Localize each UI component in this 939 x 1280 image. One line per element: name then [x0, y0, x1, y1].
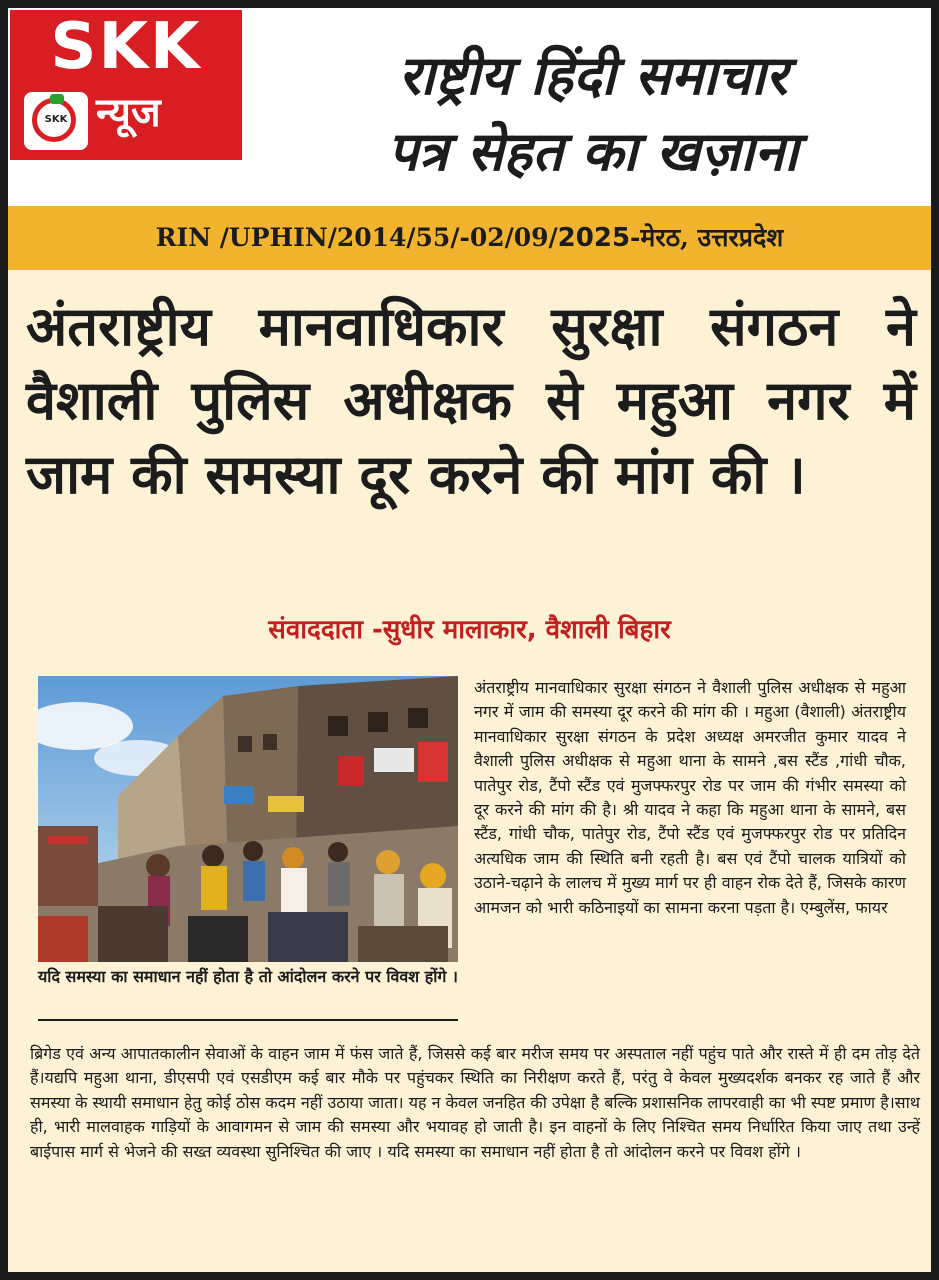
article-headline: अंतराष्ट्रीय मानवाधिकार सुरक्षा संगठन ने वैशाली पुलिस अधीक्षक से महुआ नगर में जाम की समस्या दूर करने की मांग की ।: [26, 295, 916, 506]
skk-news-logo: [10, 10, 242, 160]
registration-number: RIN /UPHIN/2014/55/-02/09/2025-मेरठ, उत्तरप्रदेश: [155, 223, 784, 253]
logo-subtext: न्यूज: [96, 90, 161, 136]
article-body-continued: ब्रिगेड एवं अन्य आपातकालीन सेवाओं के वाहन जाम में फंस जाते हैं, जिससे कई बार मरीज समय पर अस्पताल नहीं पहुंच पाते और रास्ते में ही दम तोड़ देते हैं।यद्यपि महुआ थाना, डीएसपी एवं एसडीएम कई बार मौके पर पहुंचकर स्थिति का निरीक्षण करते हैं, परंतु वे केवल मुख्यदर्शक बनकर रह जाते हैं और समस्या के स्थायी समाधान हेतु कोई ठोस कदम नहीं उठाया जाता। यह न केवल जनहित की उपेक्षा है बल्कि प्रशासनिक लापरवाही का भी स्पष्ट प्रमाण है।साथ ही, भारी मालवाहक गाड़ियों के आवागमन से जाम की समस्या और भयावह हो जाती है। इन वाहनों के लिए निश्चित समय निर्धारित किया जाए तथा उन्हें बाईपास मार्ग से भेजने की सख्त व्यवस्था सुनिश्चित की जाए । यदि समस्या का समाधान नहीं होता है तो आंदोलन करने पर विवश होंगे ।: [30, 1044, 920, 1161]
paper-title: [268, 38, 918, 190]
paper-title-line1: राष्ट्रीय हिंदी समाचार: [398, 44, 788, 107]
street-traffic-photo: [38, 676, 458, 962]
caption-divider: [38, 1019, 458, 1021]
article-byline: संवाददाता -सुधीर मालाकार, वैशाली बिहार: [268, 615, 671, 645]
article-body-column: अंतराष्ट्रीय मानवाधिकार सुरक्षा संगठन ने वैशाली पुलिस अधीक्षक से महुआ नगर में जाम की समस्या दूर करने की मांग की । महुआ (वैशाली) अंतराष्ट्रीय मानवाधिकार सुरक्षा संगठन के प्रदेश अध्यक्ष अमरजीत कुमार यादव ने वैशाली पुलिस अधीक्षक से महुआ थाना के सामने ,बस स्टैंड ,गांधी चौक, पातेपुर रोड, टैंपो स्टैंड एवं मुजफ्फरपुर रोड पर जाम की गंभीर समस्या को दूर करने की मांग की है। श्री यादव ने कहा कि महुआ थाना के सामने, बस स्टैंड, गांधी चौक, पातेपुर रोड, टैंपो स्टैंड एवं मुजफ्फरपुर रोड पर प्रतिदिन अत्यधिक जाम की स्थिति बनी रहती है। बस एवं टैंपो चालक यात्रियों को उठाने-चढ़ाने के लालच में मुख्य मार्ग पर ही वाहन रोक देते हैं, जिसके कारण आमजन को भारी कठिनाइयों का सामना करना पड़ता है। एम्बुलेंस, फायर: [474, 678, 906, 917]
newspaper-page: [8, 8, 931, 1272]
paper-title-line2: पत्र सेहत का खज़ाना: [387, 120, 799, 183]
logo-badge-icon: SKK: [24, 92, 88, 150]
masthead: [8, 8, 931, 206]
registration-band: [8, 206, 931, 270]
photo-caption: यदि समस्या का समाधान नहीं होता है तो आंदोलन करने पर विवश होंगे ।: [38, 967, 458, 986]
logo-wordmark: SKK: [50, 10, 202, 84]
